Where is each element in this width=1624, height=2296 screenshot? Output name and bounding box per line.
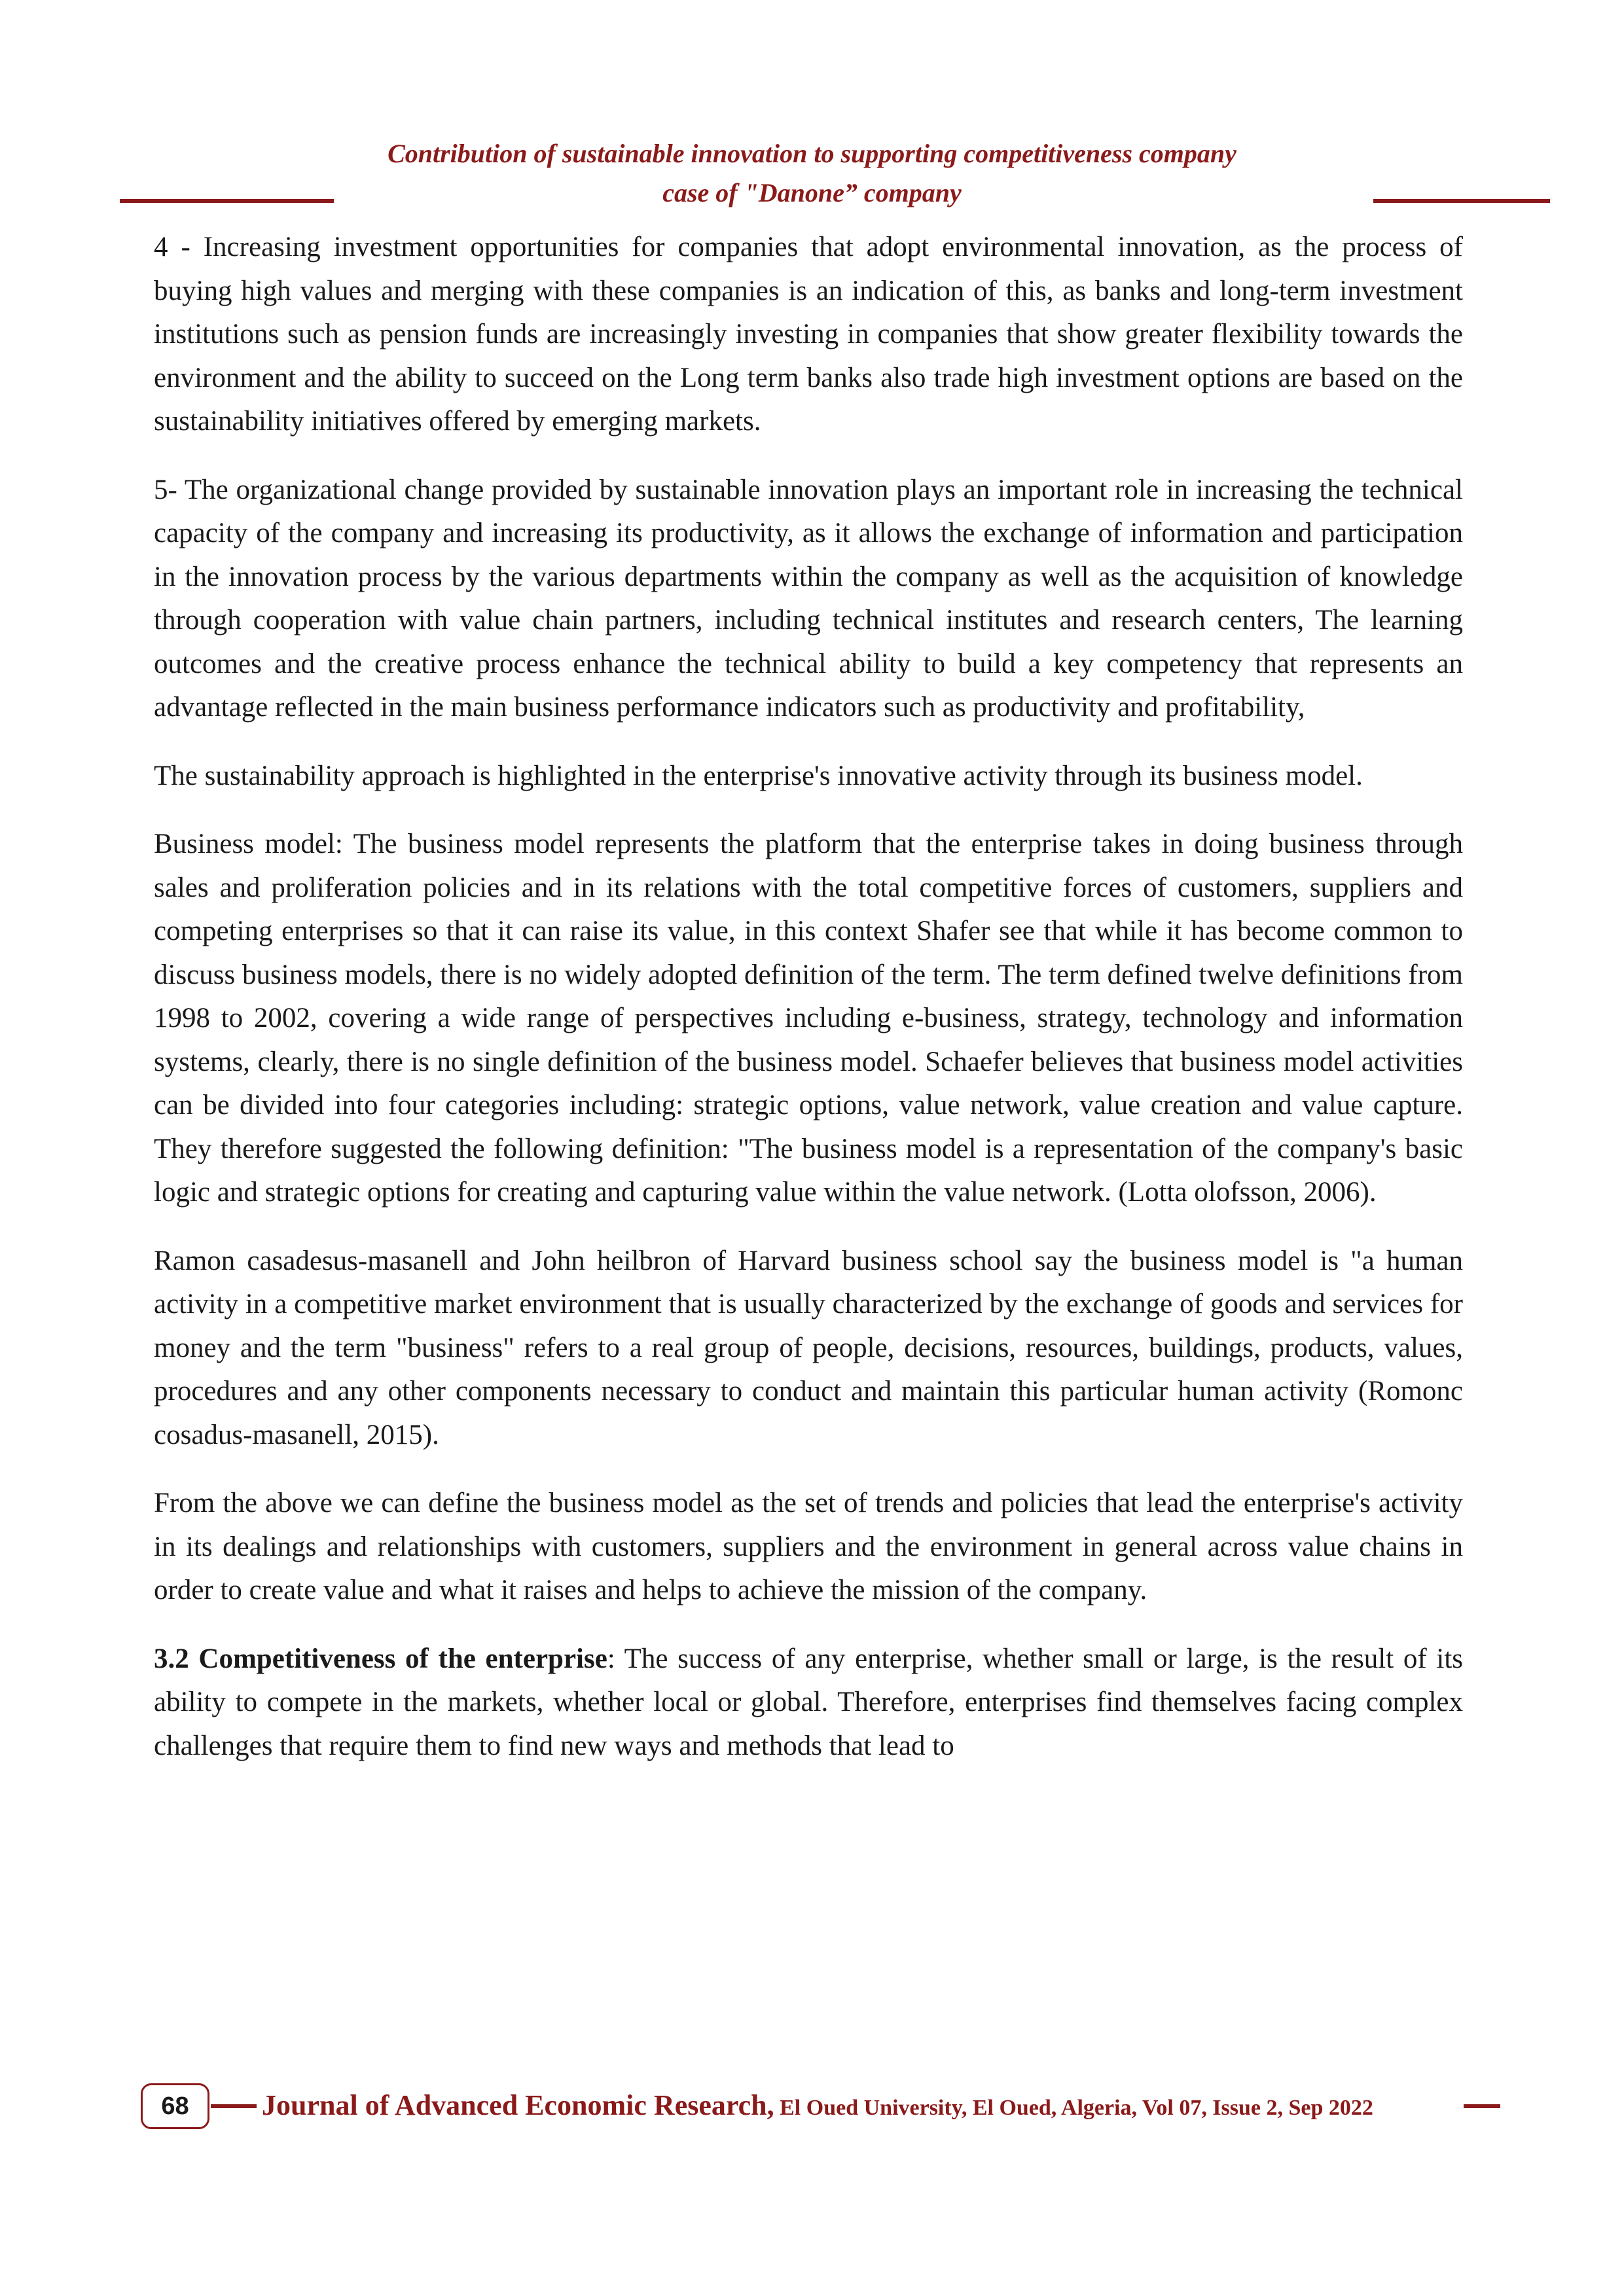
section-heading: 3.2 Competitiveness of the enterprise (154, 1643, 607, 1674)
article-body (154, 226, 1463, 1793)
header-rule-right (1373, 199, 1550, 203)
paragraph-investment: 4 - Increasing investment opportunities for companies that adopt environmental innovation, as the process of buying high values and merging with these companies is an indication of this, as banks and long-term investment institutions such as pension funds are increasingly investing in companies that show greater flexibility towards the environment and the ability to succeed on the Long term banks also trade high investment options are based on the sustainability initiatives offered by emerging markets. (154, 232, 1463, 437)
page-number: 68 (141, 2083, 209, 2129)
journal-details: El Oued University, El Oued, Algeria, Vol 07, Issue 2, Sep 2022 (774, 2096, 1373, 2120)
page-footer (0, 2078, 1624, 2137)
paragraph-definition-summary: From the above we can define the business model as the set of trends and policies that lead the enterprise's activity in its dealings and relationships with customers, suppliers and the environment in general across value chains in order to create value and what it raises and helps to achieve the mission of the company. (154, 1488, 1463, 1605)
header-title-line2: case of "Danone” company (662, 178, 962, 207)
section-text: : The success of any enterprise, whether small or large, is the result of its ability to compete in the markets, whether local or global. Therefore, enterprises find themselves facing complex challenges that require them to find new ways and methods that lead to (154, 1643, 1463, 1761)
header-title-line1: Contribution of sustainable innovation to supporting competitiveness company (388, 139, 1236, 168)
footer-citation (262, 2085, 1460, 2133)
journal-name: Journal of Advanced Economic Research, (262, 2089, 774, 2121)
header-rule-left (120, 199, 334, 203)
section-competitiveness (154, 1638, 1463, 1768)
footer-rule-left (211, 2104, 257, 2108)
paragraph-sustainability-approach: The sustainability approach is highlighted in the enterprise's innovative activity through its business model. (154, 760, 1363, 791)
footer-rule-right (1464, 2104, 1500, 2108)
paragraph-organizational-change: 5- The organizational change provided by sustainable innovation plays an important role in increasing the technical capacity of the company and increasing its productivity, as it allows the exchange of information and participation in the innovation process by the various departments within the company as well as the acquisition of knowledge through cooperation with value chain partners, including technical institutes and research centers, The learning outcomes and the creative process enhance the technical ability to build a key competency that represents an advantage reflected in the main business performance indicators such as productivity and profitability, (154, 474, 1463, 723)
paragraph-business-model: Business model: The business model represents the platform that the enterprise takes in doing business through sales and proliferation policies and in its relations with the total competitive forces of customers, suppliers and competing enterprises so that it can raise its value, in this context Shafer see that while it has become common to discuss business models, there is no widely adopted definition of the term. The term defined twelve definitions from 1998 to 2002, covering a wide range of perspectives including e-business, strategy, technology and information systems, clearly, there is no single definition of the business model. Schaefer believes that business model activities can be divided into four categories including: strategic options, value network, value creation and value capture. They therefore suggested the following definition: "The business model is a representation of the company's basic logic and strategic options for creating and capturing value within the value network. (Lotta olofsson, 2006). (154, 829, 1463, 1208)
paragraph-harvard-definition: Ramon casadesus-masanell and John heilbron of Harvard business school say the business model is "a human activity in a competitive market environment that is usually characterized by the exchange of goods and services for money and the term "business" refers to a real group of people, decisions, resources, buildings, products, values, procedures and any other components necessary to conduct and maintain this particular human activity (Romonc cosadus-masanell, 2015). (154, 1245, 1463, 1450)
